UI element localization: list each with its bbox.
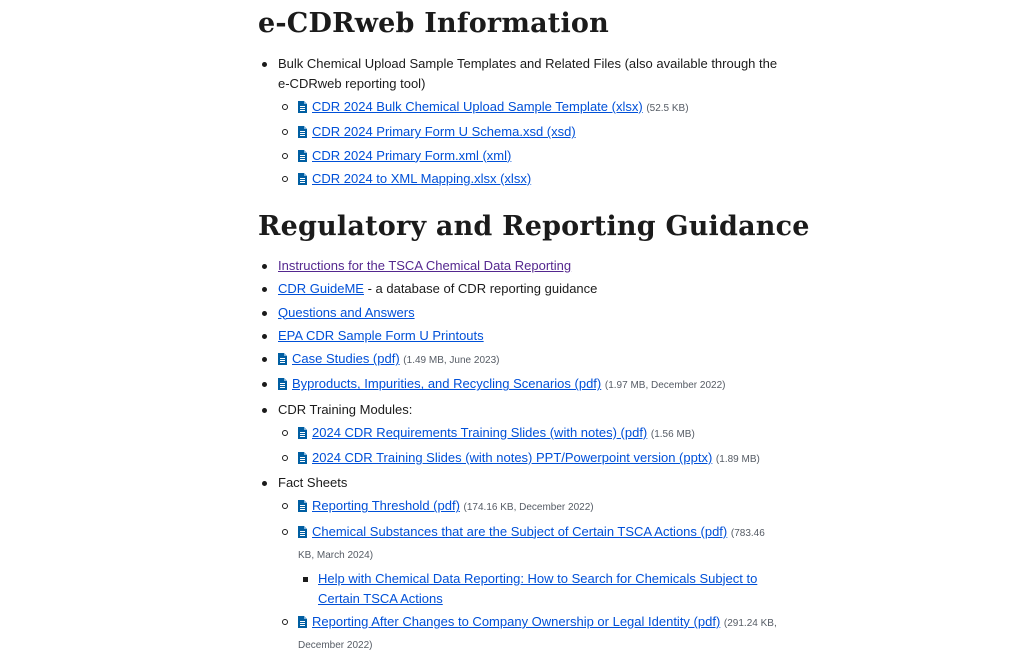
file-item [278, 612, 783, 656]
byproducts-link[interactable]: Byproducts, Impurities, and Recycling Scenarios (pdf) [292, 376, 602, 392]
list-item [258, 374, 783, 396]
tsca-actions-link[interactable]: Chemical Substances that are the Subject of Certain TSCA Actions (pdf) [312, 523, 728, 539]
qa-link[interactable]: Questions and Answers [278, 304, 415, 320]
ecdr-files-list [278, 97, 778, 189]
training-list [278, 423, 783, 470]
guideme-description: - a database of CDR reporting guidance [363, 281, 598, 297]
file-item [278, 423, 783, 445]
ownership-change-link[interactable]: Reporting After Changes to Company Ownership or Legal Identity (pdf) [312, 613, 721, 629]
reporting-threshold-link[interactable]: Reporting Threshold (pdf) [312, 498, 460, 514]
case-studies-link[interactable]: Case Studies (pdf) [292, 351, 400, 367]
ecdr-list [258, 54, 778, 192]
file-item [278, 97, 778, 119]
list-item [258, 400, 783, 470]
file-link-primary-form-xml[interactable]: CDR 2024 Primary Form.xml (xml) [312, 147, 512, 163]
file-meta: (1.49 MB, June 2023) [403, 355, 500, 367]
file-meta: (1.56 MB) [650, 428, 695, 440]
file-icon [298, 150, 307, 162]
tsca-sub-list [298, 569, 783, 609]
file-item [278, 146, 778, 166]
help-search-link[interactable]: Help with Chemical Data Reporting: How to Search for Chemicals Subject to Certain TSCA Actions [318, 570, 758, 606]
file-icon [298, 452, 307, 464]
guideme-link[interactable]: CDR GuideME [278, 281, 364, 297]
file-meta: (1.97 MB, December 2022) [604, 380, 726, 392]
fact-sheets-list [278, 496, 783, 656]
file-item [278, 169, 778, 189]
ecdr-heading: e-CDRweb Information [258, 8, 609, 39]
file-meta: (1.89 MB) [715, 454, 760, 466]
file-item [278, 448, 783, 470]
file-meta: (291.24 KB, December 2022) [298, 617, 777, 651]
file-item [278, 496, 783, 518]
file-meta: (783.46 KB, March 2024) [298, 527, 765, 561]
guidance-list [258, 256, 783, 659]
training-slides-pdf-link[interactable]: 2024 CDR Requirements Training Slides (with notes) (pdf) [312, 424, 648, 440]
file-meta: (174.16 KB, December 2022) [463, 502, 594, 514]
fact-sheets-label: Fact Sheets [278, 475, 348, 491]
list-item [258, 473, 783, 656]
file-icon [298, 526, 307, 538]
file-icon [278, 353, 287, 365]
list-item [298, 569, 783, 609]
file-icon [298, 500, 307, 512]
file-icon [298, 126, 307, 138]
training-label: CDR Training Modules: [278, 401, 413, 417]
guidance-heading: Regulatory and Reporting Guidance [258, 211, 810, 242]
file-item [278, 122, 778, 142]
list-item-bulk-upload [258, 54, 778, 189]
training-slides-pptx-link[interactable]: 2024 CDR Training Slides (with notes) PPT/Powerpoint version (pptx) [312, 450, 713, 466]
file-meta: (52.5 KB) [646, 103, 689, 114]
file-icon [298, 616, 307, 628]
list-item [258, 349, 783, 371]
list-item [258, 256, 783, 276]
file-icon [298, 427, 307, 439]
file-link-bulk-template[interactable]: CDR 2024 Bulk Chemical Upload Sample Template (xlsx) [312, 99, 643, 114]
file-link-xml-mapping[interactable]: CDR 2024 to XML Mapping.xlsx (xlsx) [312, 170, 532, 186]
list-item [258, 279, 783, 299]
list-item [258, 326, 783, 346]
file-item [278, 522, 783, 609]
instructions-link[interactable]: Instructions for the TSCA Chemical Data Reporting [278, 258, 572, 273]
list-item [258, 303, 783, 323]
printouts-link[interactable]: EPA CDR Sample Form U Printouts [278, 327, 484, 343]
file-icon [298, 173, 307, 185]
file-icon [298, 101, 307, 113]
file-link-schema-xsd[interactable]: CDR 2024 Primary Form U Schema.xsd (xsd) [312, 124, 576, 140]
file-icon [278, 378, 287, 390]
bulk-upload-intro: Bulk Chemical Upload Sample Templates and Related Files (also available through the e-CDRweb reporting tool) [278, 56, 778, 91]
